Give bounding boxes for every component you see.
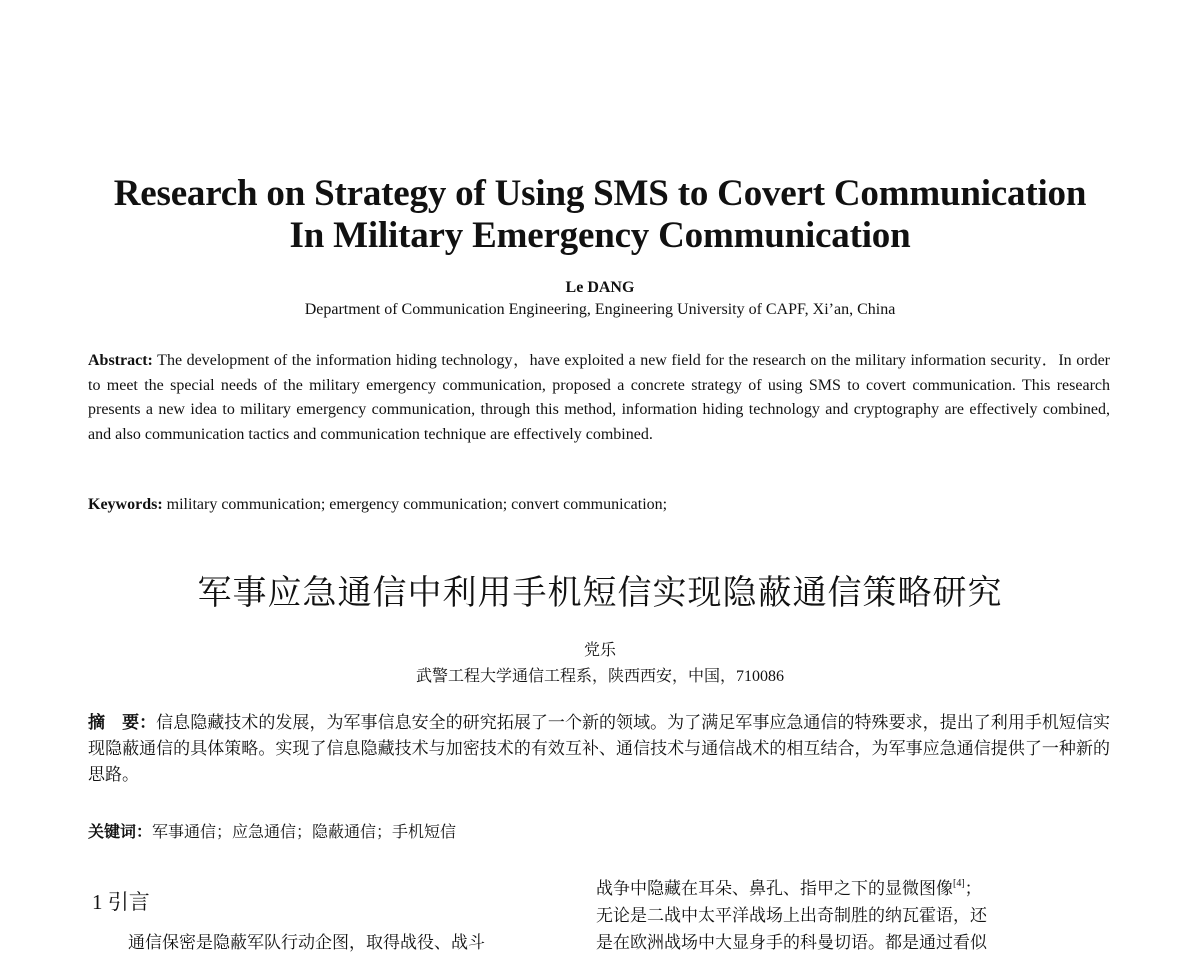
english-abstract [88,349,1110,447]
chinese-keywords-text: 军事通信；应急通信；隐蔽通信；手机短信 [152,824,457,841]
english-abstract-label: Abstract: [88,352,153,369]
chinese-keywords [88,821,1110,846]
english-title-line-1: Research on Strategy of Using SMS to Covert Communication [113,173,1087,214]
chinese-abstract-text: 信息隐藏技术的发展，为军事信息安全的研究拓展了一个新的领域。为了满足军事应急通信的特殊要求，提出了利用手机短信实现隐蔽通信的具体策略。实现了信息隐藏技术与加密技术的有效互补、通信技术与通信战术的相互结合，为军事应急通信提供了一种新的思路。 [88,713,1111,784]
chinese-author: 党乐 [583,642,616,659]
section-heading-introduction: 1 引言 [92,890,150,914]
english-affiliation: Department of Communication Engineering, Engineering University of CAPF, Xi’an, China [304,301,896,318]
body-right-column-line-3: 是在欧洲战场中大显身手的科曼切语。都是通过看似 [596,933,987,952]
chinese-title: 军事应急通信中利用手机短信实现隐蔽通信策略研究 [197,575,1003,612]
english-abstract-text: The development of the information hiding technology，have exploited a new field for the research on the military information security．In order to meet the special needs of the military emergency communication, proposed a concrete strategy of using SMS to covert communication. This research presents a new idea to military emergency communication, through this method, information hiding technology and cryptography are effectively combined, and also communication tactics and communication technique are effectively combined. [88,352,1111,443]
citation-reference: [4] [953,878,965,889]
body-right-column-line-1 [596,874,982,899]
english-author: Le DANG [565,279,635,296]
chinese-abstract [88,710,1110,788]
body-left-column-line: 通信保密是隐蔽军队行动企图，取得战役、战斗 [128,933,485,952]
chinese-abstract-label: 摘 要： [88,713,157,732]
english-keywords [88,493,1110,518]
body-right-column-line-2: 无论是二战中太平洋战场上出奇制胜的纳瓦霍语，还 [596,906,987,925]
body-right-line-1-text: 战争中隐藏在耳朵、鼻孔、指甲之下的显微图像 [596,879,953,898]
chinese-affiliation: 武警工程大学通信工程系，陕西西安，中国，710086 [415,668,784,685]
body-right-line-1-end: ； [964,879,982,898]
english-keywords-text: military communication; emergency communication; convert communication; [166,496,668,513]
chinese-keywords-label: 关键词： [88,824,153,841]
english-keywords-label: Keywords: [88,496,163,513]
english-title-line-2: In Military Emergency Communication [289,215,911,256]
